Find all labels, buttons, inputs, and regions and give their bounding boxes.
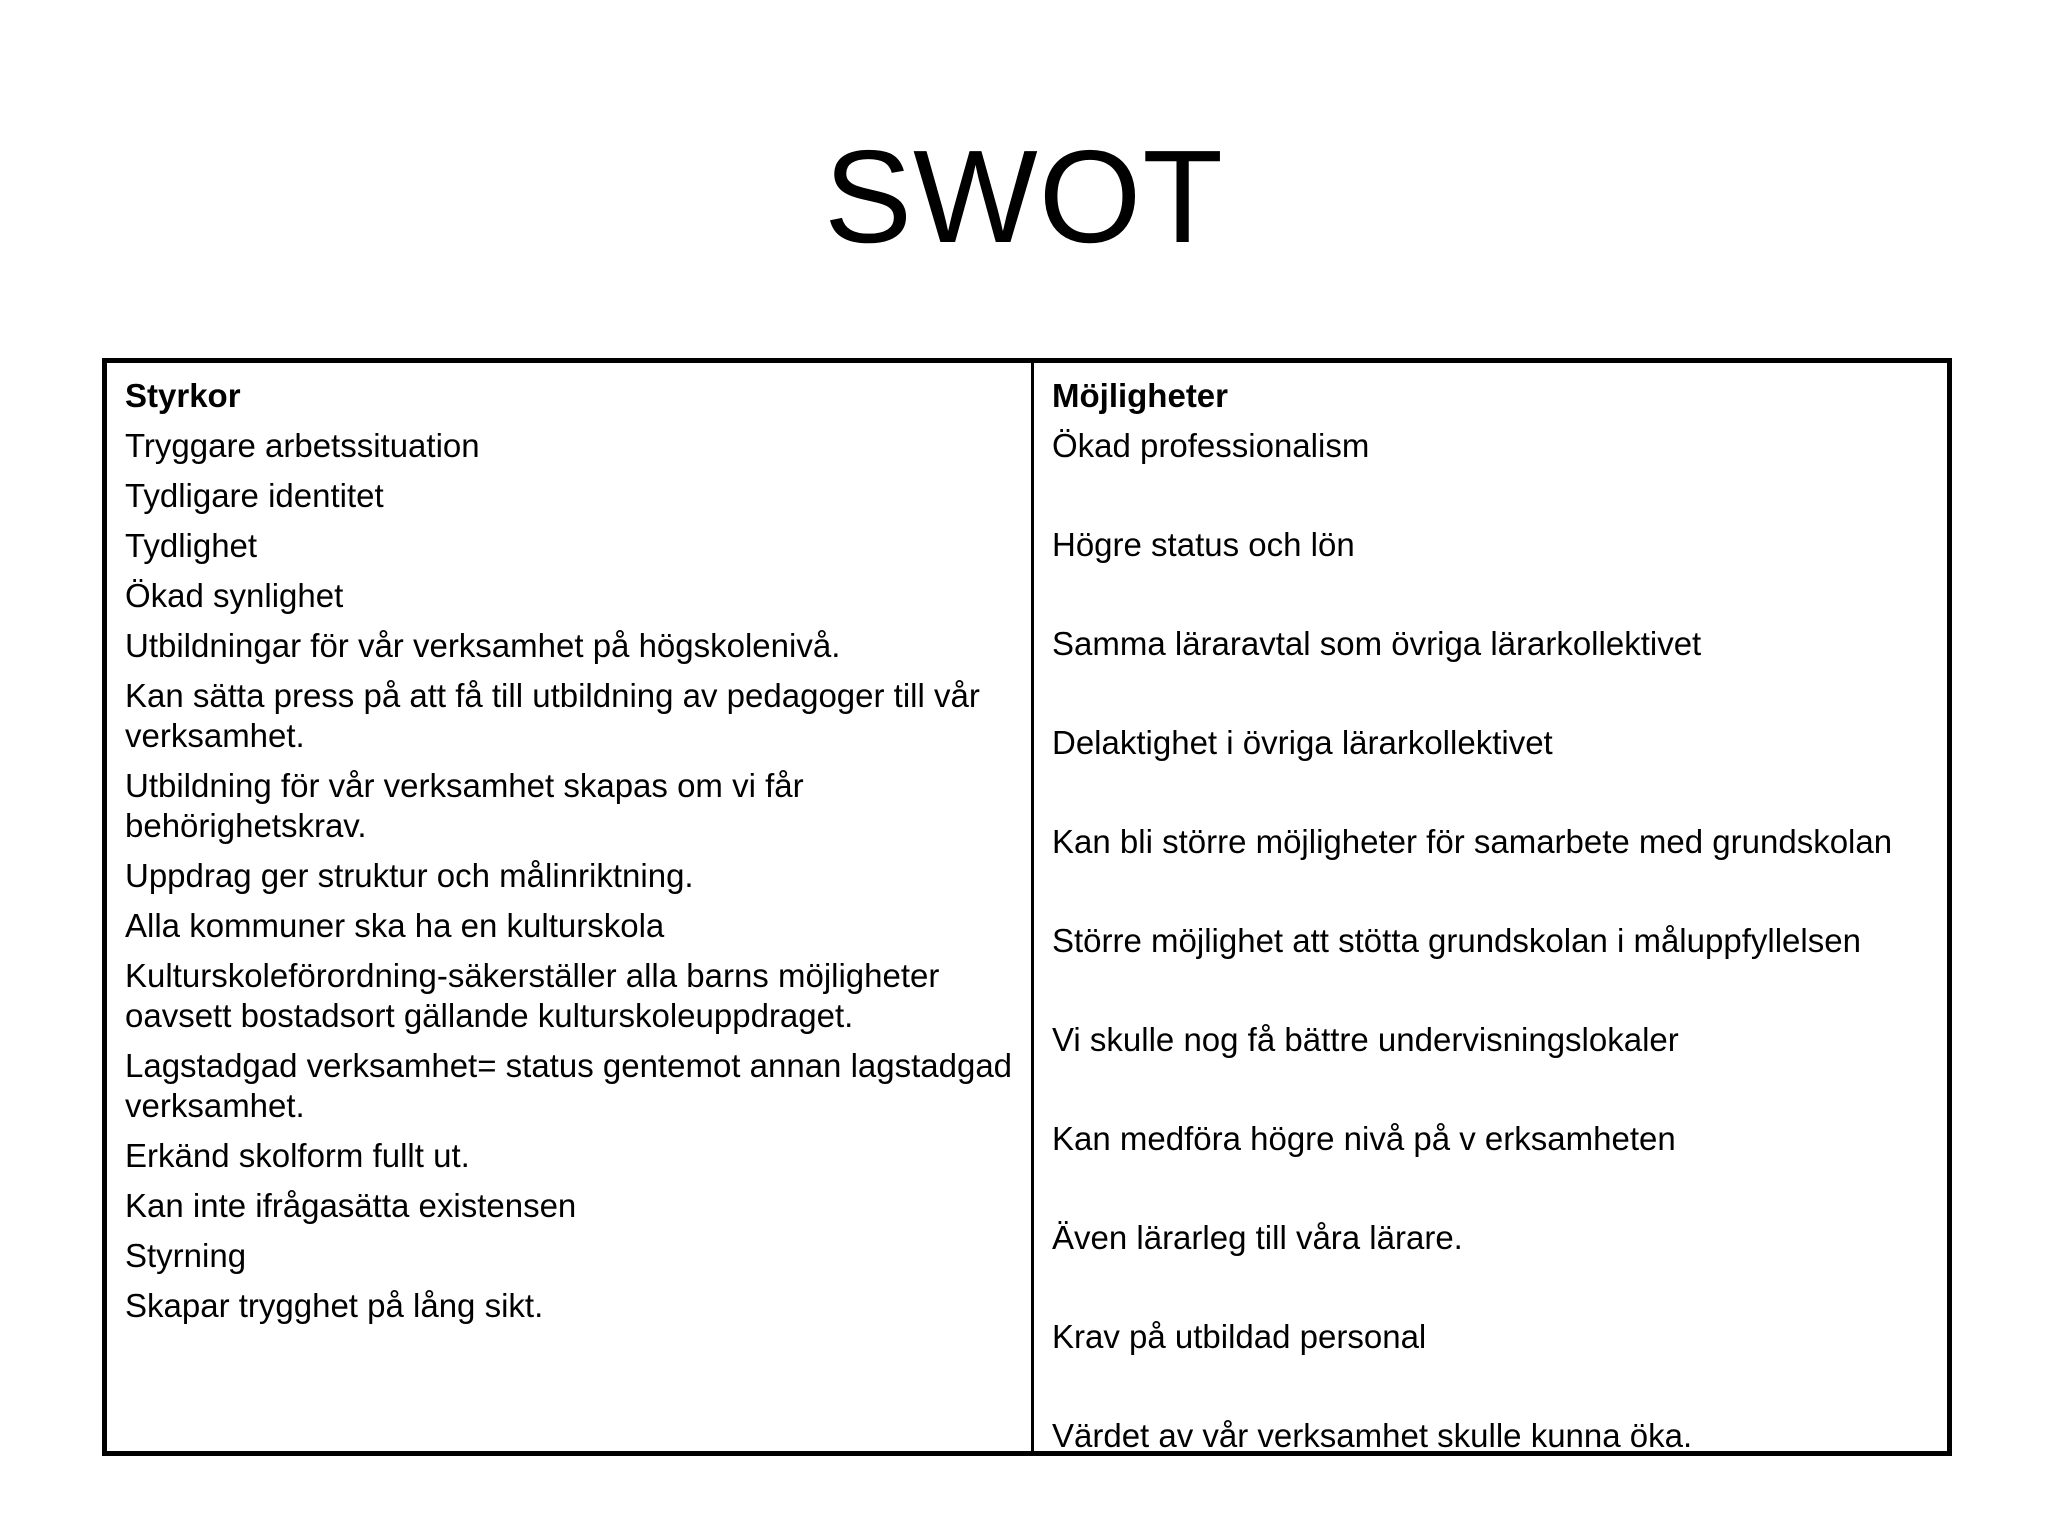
swot-table xyxy=(102,358,1952,1456)
strength-item: Kulturskoleförordning-säkerställer alla barns möjligheter oavsett bostadsort gällande kulturskoleuppdraget. xyxy=(125,957,940,1034)
opportunity-item: Krav på utbildad personal xyxy=(1052,1318,1427,1355)
opportunity-item: Ökad professionalism xyxy=(1052,427,1370,464)
opportunity-item: Högre status och lön xyxy=(1052,526,1355,563)
strength-item: Tydlighet xyxy=(125,527,258,564)
strength-item: Tydligare identitet xyxy=(125,477,384,514)
strength-item: Lagstadgad verksamhet= status gentemot annan lagstadgad verksamhet. xyxy=(125,1047,1013,1124)
opportunities-heading: Möjligheter xyxy=(1052,377,1229,414)
strength-item: Styrning xyxy=(125,1237,247,1274)
strength-item: Ökad synlighet xyxy=(125,577,344,614)
strength-item: Tryggare arbetssituation xyxy=(125,427,480,464)
strength-item: Kan sätta press på att få till utbildning av pedagoger till vår verksamhet. xyxy=(125,677,980,754)
strength-item: Alla kommuner ska ha en kulturskola xyxy=(125,907,665,944)
opportunity-item: Samma läraravtal som övriga lärarkollektivet xyxy=(1052,625,1702,662)
opportunity-item: Större möjlighet att stötta grundskolan i måluppfyllelsen xyxy=(1052,922,1861,959)
strength-item: Utbildning för vår verksamhet skapas om vi får behörighetskrav. xyxy=(125,767,804,844)
opportunities-list xyxy=(1052,426,1929,1451)
strength-item: Uppdrag ger struktur och målinriktning. xyxy=(125,857,694,894)
strengths-list xyxy=(125,426,1013,1326)
opportunity-item: Kan bli större möjligheter för samarbete med grundskolan xyxy=(1052,823,1893,860)
strength-item: Kan inte ifrågasätta existensen xyxy=(125,1187,577,1224)
strengths-cell xyxy=(107,363,1034,1451)
strength-item: Erkänd skolform fullt ut. xyxy=(125,1137,470,1174)
slide-title: SWOT xyxy=(824,123,1224,270)
opportunity-item: Delaktighet i övriga lärarkollektivet xyxy=(1052,724,1553,761)
strengths-heading: Styrkor xyxy=(125,377,241,414)
strength-item: Utbildningar för vår verksamhet på högskolenivå. xyxy=(125,627,841,664)
strength-item: Skapar trygghet på lång sikt. xyxy=(125,1287,544,1324)
opportunity-item: Värdet av vår verksamhet skulle kunna öka. xyxy=(1052,1417,1693,1451)
opportunity-item: Vi skulle nog få bättre undervisningslokaler xyxy=(1052,1021,1679,1058)
opportunities-cell xyxy=(1034,363,1947,1451)
opportunity-item: Även lärarleg till våra lärare. xyxy=(1052,1219,1463,1256)
opportunity-item: Kan medföra högre nivå på v erksamheten xyxy=(1052,1120,1676,1157)
